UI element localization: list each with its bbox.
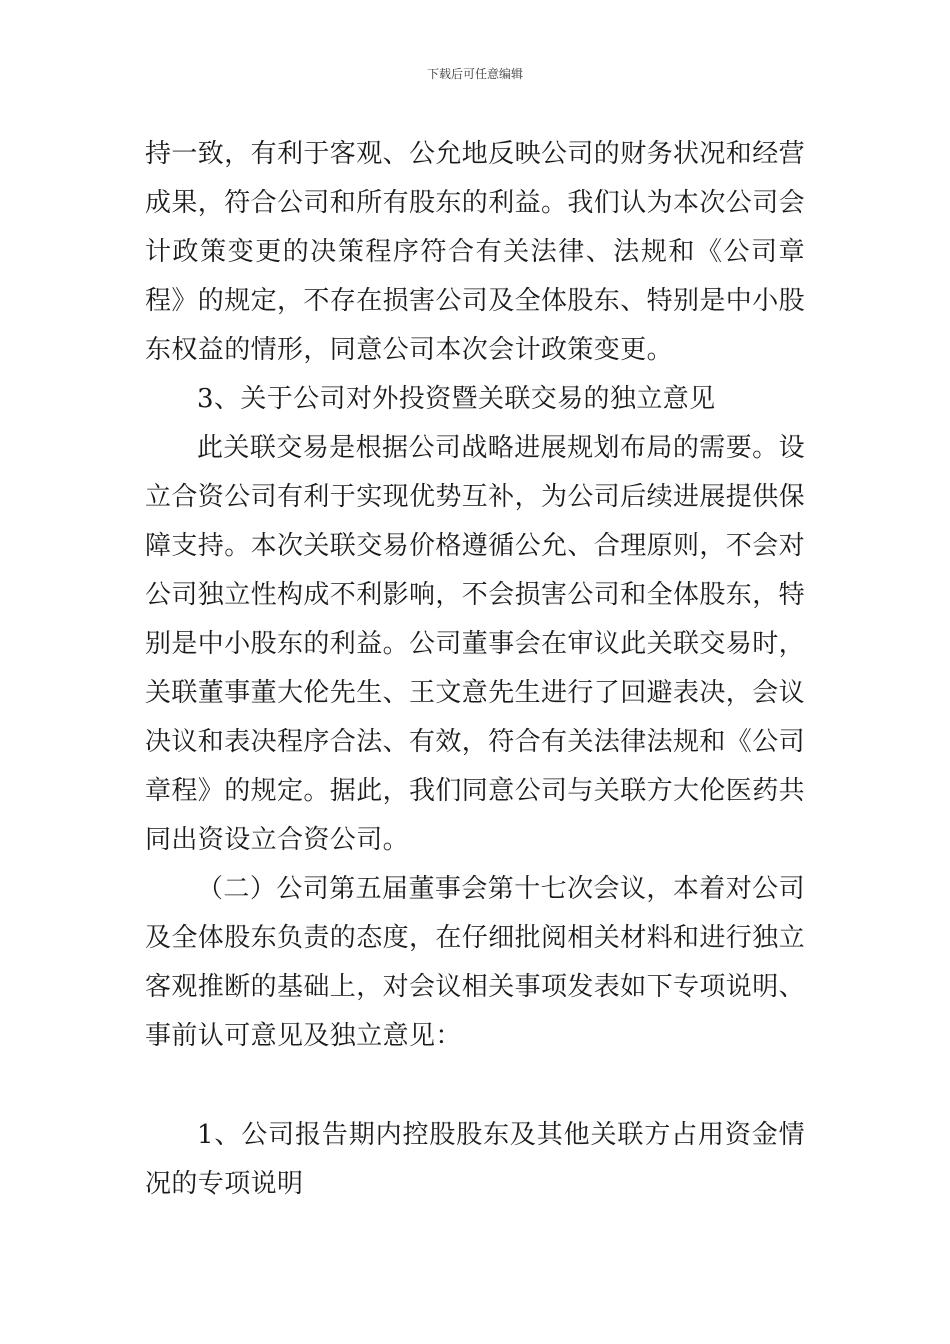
paragraph-board-meeting: （二）公司第五届董事会第十七次会议，本着对公司及全体股东负责的态度，在仔细批阅相关材料和进行独立客观推断的基础上，对会议相关事项发表如下专项说明、事前认可意见及独立意见：: [145, 874, 806, 1051]
page-header: 下载后可任意编辑: [426, 67, 523, 81]
paragraph-gap: [145, 1061, 805, 1111]
section-heading-fund-occupation: 1、公司报告期内控股股东及其他关联方占用资金情况的专项说明: [145, 1120, 805, 1199]
paragraph-accounting-policy: 持一致，有利于客观、公允地反映公司的财务状况和经营成果，符合公司和所有股东的利益。我们认为本次公司会计政策变更的决策程序符合有关法律、法规和《公司章程》的规定，不存在损害公司及全体股东、特别是中小股东权益的情形，同意公司本次会计政策变更。: [145, 139, 806, 365]
paragraph-related-transaction: 此关联交易是根据公司战略进展规划布局的需要。设立合资公司有利于实现优势互补，为公司后续进展提供保障支持。本次关联交易价格遵循公允、合理原则，不会对公司独立性构成不利影响，不会损害公司和全体股东，特别是中小股东的利益。公司董事会在审议此关联交易时，关联董事董大伦先生、王文意先生进行了回避表决，会议决议和表决程序合法、有效，符合有关法律法规和《公司章程》的规定。据此，我们同意公司与关联方大伦医药共同出资设立合资公司。: [145, 433, 806, 855]
document-body: [145, 130, 805, 1209]
section-heading-investment: 3、关于公司对外投资暨关联交易的独立意见: [197, 384, 716, 414]
